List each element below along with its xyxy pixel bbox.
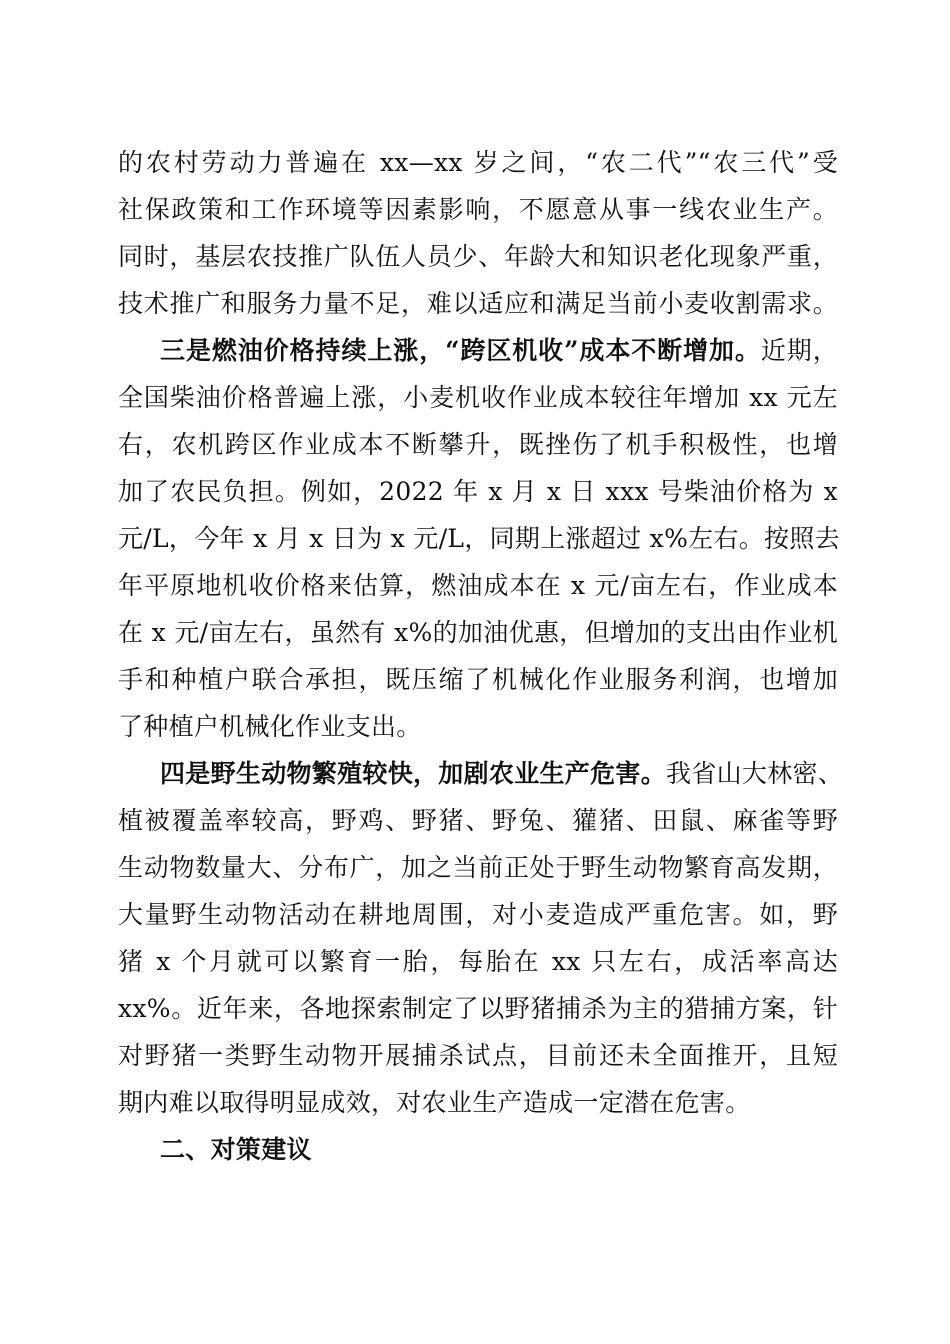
paragraph-2-line-6: 年平原地机收价格来估算，燃油成本在 x 元/亩左右，作业成本 [118,571,838,600]
paragraph-3-line-2: 植被覆盖率较高，野鸡、野猪、野兔、獾猪、田鼠、麻雀等野 [118,806,838,835]
paragraph-3-line-7: 对野猪一类野生动物开展捕杀试点，目前还未全面推开，且短 [118,1041,838,1070]
paragraph-3-heading: 四是野生动物繁殖较快，加剧农业生产危害。 [160,759,667,788]
paragraph-1-line-4: 技术推广和服务力量不足，难以适应和满足当前小麦收割需求。 [118,289,838,318]
paragraph-2-line-7: 在 x 元/亩左右，虽然有 x%的加油优惠，但增加的支出由作业机 [118,618,838,647]
section-heading: 二、对策建议 [160,1135,312,1164]
paragraph-2-heading: 三是燃油价格持续上涨，“跨区机收”成本不断增加。 [160,336,761,365]
paragraph-3-line-5: 猪 x 个月就可以繁育一胎，每胎在 xx 只左右，成活率高达 [118,947,838,976]
paragraph-2-line-4: 加了农民负担。例如，2022 年 x 月 x 日 xxx 号柴油价格为 x [118,477,838,506]
paragraph-2-line-5: 元/L，今年 x 月 x 日为 x 元/L，同期上涨超过 x%左右。按照去 [118,524,840,553]
paragraph-1-line-1: 的农村劳动力普遍在 xx—xx 岁之间，“农二代”“农三代”受 [118,148,838,177]
paragraph-3-first-rest: 我省山大林密、 [666,759,844,788]
paragraph-3-line-4: 大量野生动物活动在耕地周围，对小麦造成严重危害。如，野 [118,900,838,929]
paragraph-2-first-rest: 近期， [760,336,839,365]
paragraph-2-line-9: 了种植户机械化作业支出。 [118,712,422,741]
paragraph-1-line-3: 同时，基层农技推广队伍人员少、年龄大和知识老化现象严重， [118,242,838,271]
paragraph-2-line-8: 手和种植户联合承担，既压缩了机械化作业服务利润，也增加 [118,665,838,694]
paragraph-3-first-line [160,754,844,794]
paragraph-3-line-8: 期内难以取得明显成效，对农业生产造成一定潜在危害。 [118,1088,751,1117]
paragraph-2-line-2: 全国柴油价格普遍上涨，小麦机收作业成本较往年增加 xx 元左 [118,383,838,412]
paragraph-3-line-3: 生动物数量大、分布广，加之当前正处于野生动物繁育高发期， [118,853,838,882]
paragraph-3-line-6: xx%。近年来，各地探索制定了以野猪捕杀为主的猎捕方案，针 [118,994,838,1023]
paragraph-1-line-2: 社保政策和工作环境等因素影响，不愿意从事一线农业生产。 [118,195,838,224]
paragraph-2-line-3: 右，农机跨区作业成本不断攀升，既挫伤了机手积极性，也增 [118,430,838,459]
paragraph-2-first-line [160,331,838,371]
